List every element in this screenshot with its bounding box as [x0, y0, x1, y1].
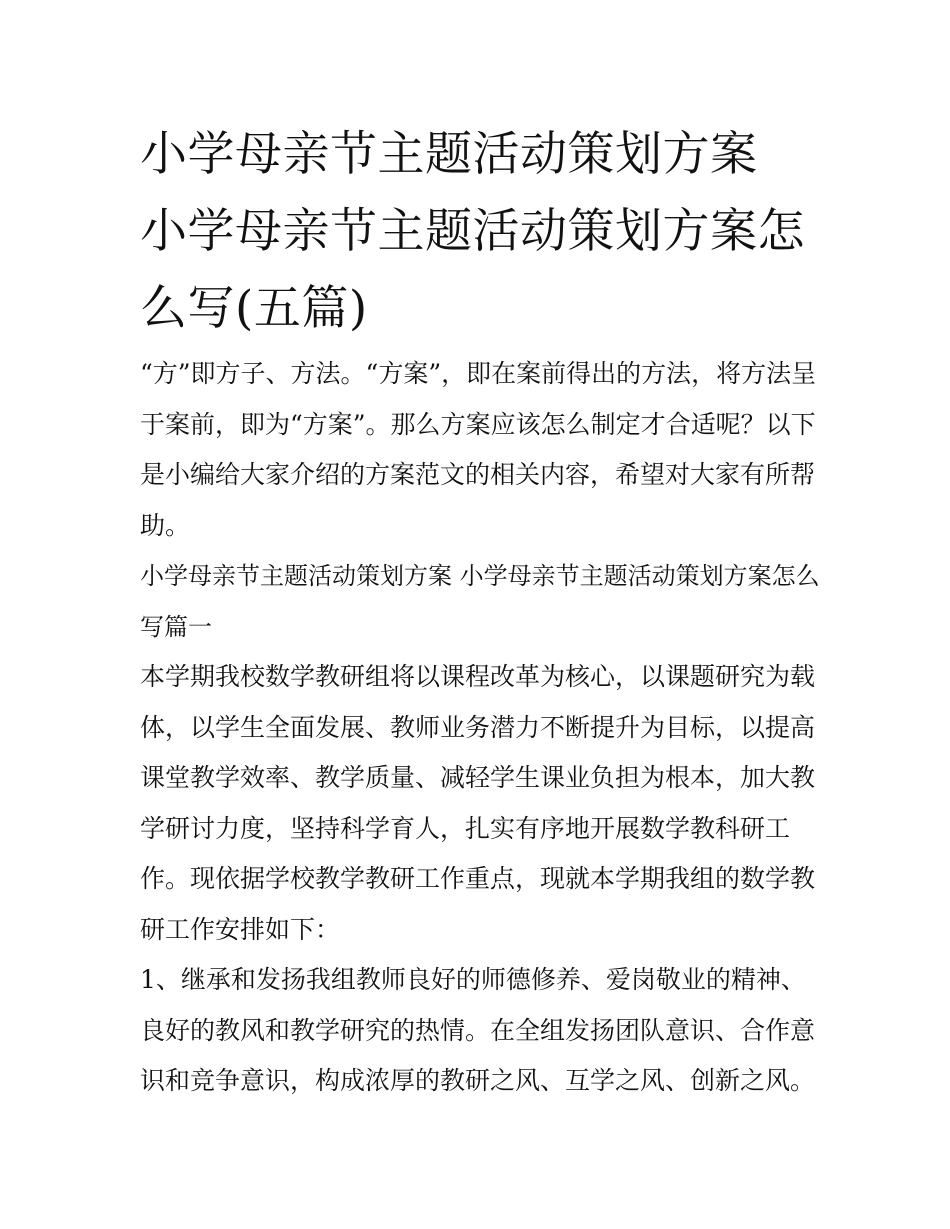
document-title: 小学母亲节主题活动策划方案 小学母亲节主题活动策划方案怎么写(五篇) [140, 127, 805, 336]
body-paragraph: 本学期我校数学教研组将以课程改革为核心，以课题研究为载体，以学生全面发展、教师业务潜力不断提升为目标，以提高课堂教学效率、教学质量、减轻学生课业负担为根本，加大教学研讨力度，坚持科学育人，扎实有序地开展数学教科研工作。现依据学校教学教研工作重点，现就本学期我组的数学教研工作安排如下： [140, 662, 816, 944]
document-body [140, 349, 820, 1107]
document-content [140, 116, 820, 1107]
numbered-paragraph: 1、继承和发扬我组教师良好的师德修养、爱岗敬业的精神、良好的教风和教学研究的热情。在全组发扬团队意识、合作意识和竞争意识，构成浓厚的教研之风、互学之风、创新之风。 [140, 965, 816, 1095]
section-heading: 小学母亲节主题活动策划方案 小学母亲节主题活动策划方案怎么写篇一 [140, 562, 820, 641]
intro-paragraph: “方”即方子、方法。“方案”，即在案前得出的方法，将方法呈于案前，即为“方案”。那么方案应该怎么制定才合适呢？以下是小编给大家介绍的方案范文的相关内容，希望对大家有所帮助。 [140, 359, 817, 540]
